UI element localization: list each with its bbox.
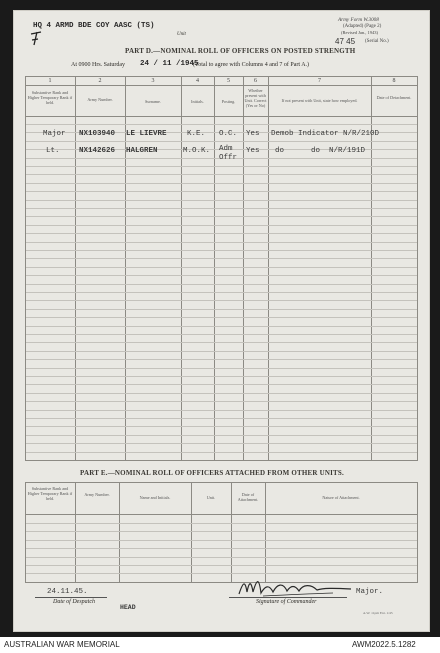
ruled-line	[26, 426, 417, 427]
ruled-line	[26, 410, 417, 411]
row-1-initials: K.E.	[187, 130, 206, 138]
form-sheet	[13, 10, 430, 632]
ruled-line	[26, 548, 417, 549]
ruled-line	[26, 384, 417, 385]
row-1-army-number: NX103940	[79, 130, 116, 138]
printer-note: A.W. 11pm Ent. 1/45	[363, 611, 393, 615]
row-2-initials: M.O.K.	[183, 147, 211, 155]
ruled-line	[26, 393, 417, 394]
e-col-header-army-number: Army Number.	[84, 492, 110, 497]
col-header-present: Whether present with Unit. Correct (Yes or No)	[244, 88, 267, 108]
e-col-header-date: Date of Attachment.	[237, 492, 259, 502]
ruled-line	[26, 267, 417, 268]
ruled-line	[26, 401, 417, 402]
serial-label: (Serial No.)	[365, 39, 389, 44]
head-mark: HEAD	[120, 604, 136, 611]
row-1-surname: LE LIEVRE	[126, 130, 167, 138]
ruled-line	[26, 258, 417, 259]
ruled-line	[26, 317, 417, 318]
ruled-line	[26, 166, 417, 167]
ruled-line	[26, 233, 417, 234]
col-number-4: 4	[196, 78, 199, 84]
col-number-7: 7	[318, 78, 321, 84]
ruled-line	[26, 208, 417, 209]
ruled-line	[26, 326, 417, 327]
ruled-line	[26, 452, 417, 453]
row-2-present: Yes	[246, 147, 260, 155]
ruled-line	[26, 242, 417, 243]
ruled-line	[26, 540, 417, 541]
date-prefix: At 0900 Hrs. Saturday	[71, 62, 125, 68]
e-col-header-nature: Nature of Attachment.	[322, 495, 360, 500]
ruled-line	[26, 359, 417, 360]
row-2-posting: Adm Offr	[219, 145, 238, 162]
signature-label: Signature of Commander	[256, 599, 317, 605]
e-col-header-unit: Unit.	[206, 495, 216, 500]
part-e-title: PART E.—NOMINAL ROLL OF OFFICERS ATTACHED FROM OTHER UNITS.	[80, 469, 344, 477]
adapted-label: (Adapted) (Page 2)	[343, 24, 382, 29]
ruled-line	[26, 200, 417, 201]
ruled-line	[26, 573, 417, 574]
row-2-rank: Lt.	[46, 147, 60, 155]
despatch-label: Date of Despatch	[53, 599, 95, 605]
col-number-2: 2	[98, 78, 102, 84]
row-1-employed: Demob Indicator N/R/210D	[271, 130, 380, 138]
ruled-line	[26, 250, 417, 251]
col-number-3: 3	[151, 78, 155, 84]
revised-label: (Revised Jan., 1943)	[341, 30, 378, 35]
row-1-posting: O.C.	[219, 130, 238, 138]
ruled-line	[26, 565, 417, 566]
e-col-header-name: Name and Initials.	[139, 495, 171, 500]
ruled-line	[26, 216, 417, 217]
ruled-line	[26, 191, 417, 192]
part-d-title: PART D.—NOMINAL ROLL OF OFFICERS ON POSTED STRENGTH	[125, 47, 356, 55]
ruled-line	[26, 309, 417, 310]
ruled-line	[26, 418, 417, 419]
footer-institution: AUSTRALIAN WAR MEMORIAL	[4, 640, 120, 649]
archive-footer	[0, 637, 440, 653]
col-number-1: 1	[48, 78, 52, 84]
col-header-rank: Substantive Rank and Higher Temporary Rank if held.	[27, 90, 73, 105]
footer-accession: AWM2022.5.1282	[352, 640, 416, 649]
col-number-5: 5	[227, 78, 230, 84]
col-header-army-number: Army Number.	[87, 97, 113, 102]
row-1-rank: Major	[43, 130, 66, 138]
col-number-6: 6	[254, 78, 257, 84]
ruled-line	[26, 351, 417, 352]
army-form-label: Army Form W.3008	[338, 17, 379, 23]
row-2-surname: HALGREN	[126, 147, 158, 155]
ruled-line	[26, 174, 417, 175]
ruled-line	[26, 275, 417, 276]
row-1-present: Yes	[246, 130, 260, 138]
roll-date: 24 / 11 /1945	[140, 60, 199, 68]
ruled-line	[26, 284, 417, 285]
ruled-line	[26, 141, 417, 142]
ruled-line	[26, 368, 417, 369]
row-2-employed: do do N/R/191D	[275, 147, 366, 155]
col-number-8: 8	[392, 78, 396, 84]
ruled-line	[26, 376, 417, 377]
col-header-initials: Initials.	[191, 99, 204, 104]
row-2-army-number: NX142626	[79, 147, 116, 155]
ruled-line	[26, 523, 417, 524]
ruled-line	[26, 292, 417, 293]
ruled-line	[26, 557, 417, 558]
commander-rank: Major.	[356, 588, 384, 596]
ruled-line	[26, 183, 417, 184]
despatch-date: 24.11.45.	[47, 588, 88, 596]
e-col-header-rank: Substantive Rank and Higher Temporary Rank if held.	[27, 486, 73, 501]
unit-label: Unit	[177, 32, 186, 37]
col-header-surname: Surname.	[145, 99, 161, 104]
col-header-date: Date of Detachment.	[376, 95, 412, 100]
col-header-employed: If not present with Unit, state how employed.	[281, 98, 358, 103]
ruled-line	[26, 435, 417, 436]
ruled-line	[26, 124, 417, 125]
ruled-line	[26, 300, 417, 301]
col-header-posting: Posting.	[221, 99, 236, 104]
ruled-line	[26, 342, 417, 343]
ruled-line	[26, 531, 417, 532]
ruled-line	[26, 443, 417, 444]
ruled-line	[26, 334, 417, 335]
ruled-line	[26, 225, 417, 226]
date-suffix: (Total to agree with Columns 4 and 7 of Part A.)	[193, 62, 310, 68]
unit-name: HQ 4 ARMD BDE COY AASC (TS)	[33, 22, 155, 30]
pencil-mark-icon	[29, 30, 45, 48]
serial-number: 47 45	[335, 37, 356, 46]
